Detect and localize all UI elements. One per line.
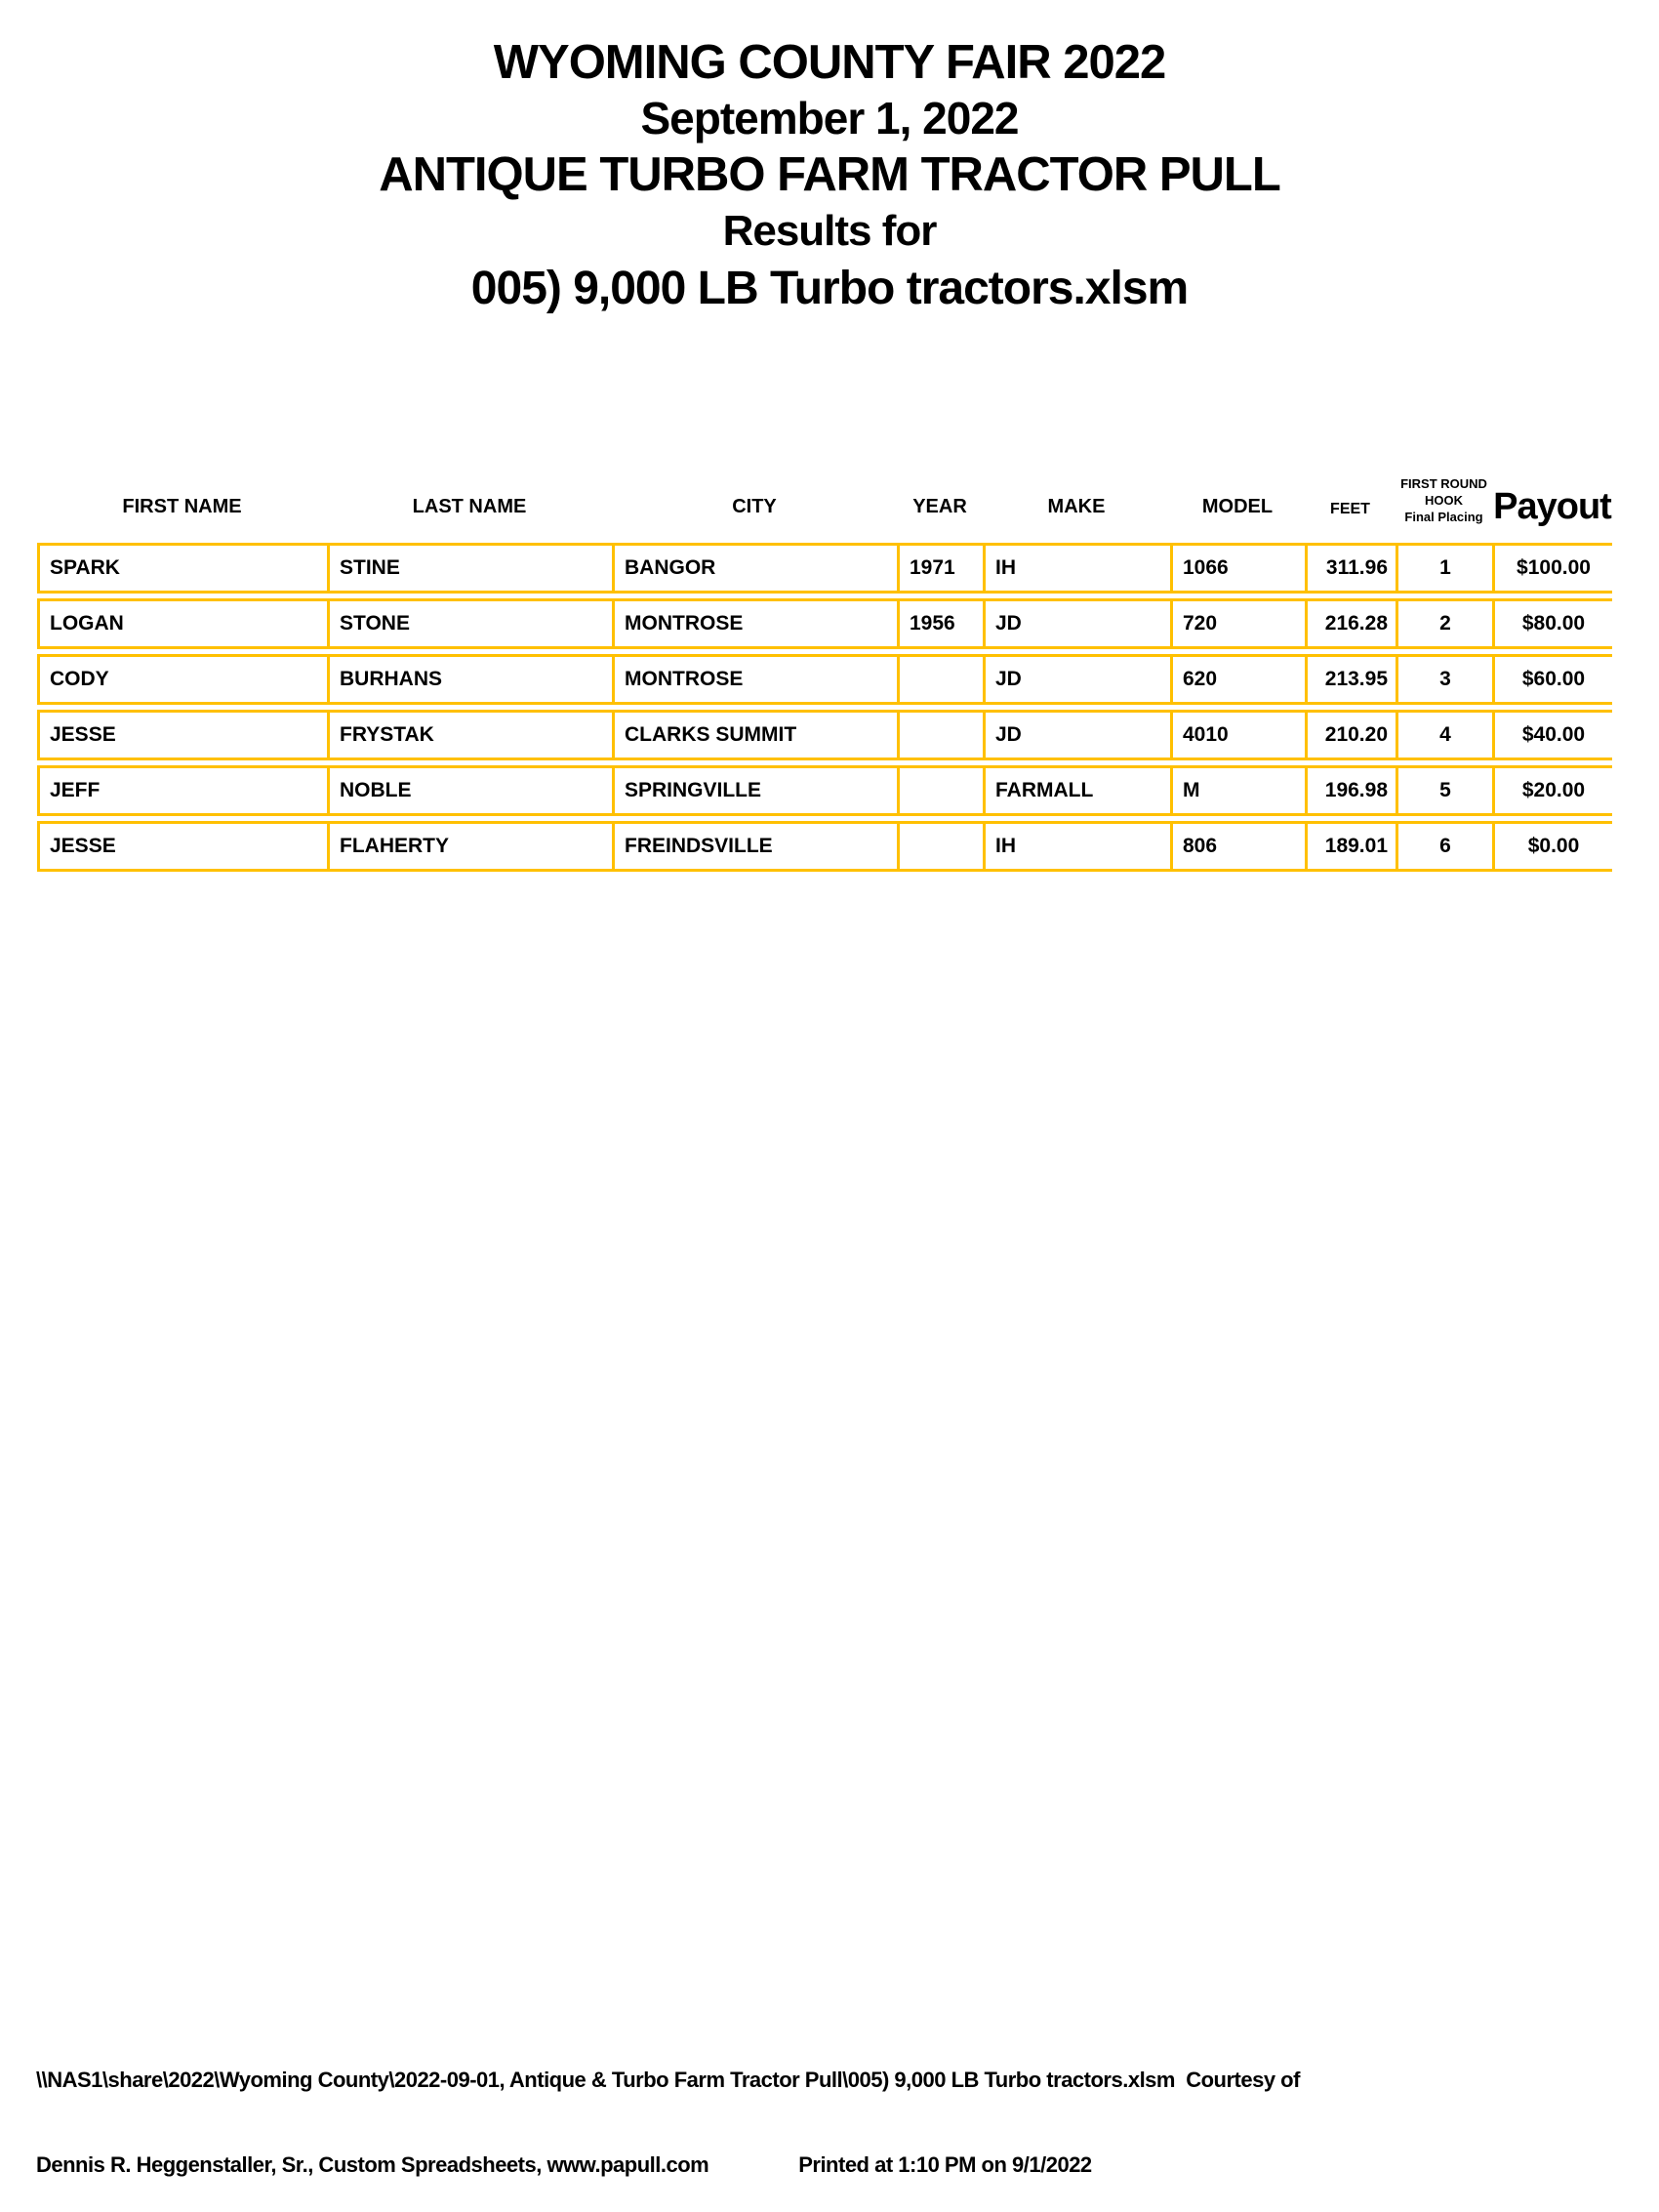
footer-credit-line xyxy=(36,2152,1300,2178)
cell-feet: 213.95 xyxy=(1305,654,1396,705)
cell-last-name: NOBLE xyxy=(327,765,612,816)
cell-model: 806 xyxy=(1170,821,1305,872)
cell-city: SPRINGVILLE xyxy=(612,765,897,816)
cell-year xyxy=(897,765,983,816)
cell-last-name: STINE xyxy=(327,543,612,594)
cell-place: 2 xyxy=(1396,598,1492,649)
cell-last-name: FRYSTAK xyxy=(327,710,612,760)
header-payout: Payout xyxy=(1493,486,1611,527)
cell-year xyxy=(897,821,983,872)
event-name: ANTIQUE TURBO FARM TRACTOR PULL xyxy=(379,148,1280,201)
cell-payout: $0.00 xyxy=(1492,821,1612,872)
cell-first-name: JEFF xyxy=(37,765,327,816)
cell-feet: 311.96 xyxy=(1305,543,1396,594)
cell-feet: 216.28 xyxy=(1305,598,1396,649)
cell-city: CLARKS SUMMIT xyxy=(612,710,897,760)
cell-model: 4010 xyxy=(1170,710,1305,760)
footer-file-path: \\NAS1\share\2022\Wyoming County\2022-09-01, Antique & Turbo Farm Tractor Pull\005) 9,000 LB Turbo tractors.xlsm Courtesy of xyxy=(36,2068,1300,2092)
table-row xyxy=(37,821,1612,872)
header-first-name: FIRST NAME xyxy=(122,496,242,517)
cell-first-name: CODY xyxy=(37,654,327,705)
cell-model: M xyxy=(1170,765,1305,816)
cell-city: FREINDSVILLE xyxy=(612,821,897,872)
cell-year: 1956 xyxy=(897,598,983,649)
header-model: MODEL xyxy=(1201,496,1274,517)
cell-payout: $40.00 xyxy=(1492,710,1612,760)
cell-place: 5 xyxy=(1396,765,1492,816)
header-last-name: LAST NAME xyxy=(412,496,527,517)
header-hook-line-3: Final Placing xyxy=(1404,510,1483,525)
cell-city: BANGOR xyxy=(612,543,897,594)
results-table-body xyxy=(37,543,1612,872)
table-row xyxy=(37,654,1612,705)
header-hook-line-1: FIRST ROUND xyxy=(1400,476,1487,492)
cell-model: 720 xyxy=(1170,598,1305,649)
cell-make: JD xyxy=(983,598,1170,649)
cell-first-name: LOGAN xyxy=(37,598,327,649)
cell-feet: 189.01 xyxy=(1305,821,1396,872)
cell-place: 6 xyxy=(1396,821,1492,872)
cell-first-name: SPARK xyxy=(37,543,327,594)
header-year: YEAR xyxy=(912,496,967,517)
cell-make: JD xyxy=(983,710,1170,760)
event-date: September 1, 2022 xyxy=(640,93,1019,143)
cell-year: 1971 xyxy=(897,543,983,594)
cell-model: 620 xyxy=(1170,654,1305,705)
cell-feet: 196.98 xyxy=(1305,765,1396,816)
cell-place: 1 xyxy=(1396,543,1492,594)
table-row xyxy=(37,543,1612,594)
results-for-label: Results for xyxy=(722,207,937,255)
cell-make: IH xyxy=(983,543,1170,594)
cell-place: 3 xyxy=(1396,654,1492,705)
cell-payout: $60.00 xyxy=(1492,654,1612,705)
header-city: CITY xyxy=(732,496,777,517)
cell-model: 1066 xyxy=(1170,543,1305,594)
cell-payout: $80.00 xyxy=(1492,598,1612,649)
table-row xyxy=(37,598,1612,649)
cell-first-name: JESSE xyxy=(37,821,327,872)
cell-make: IH xyxy=(983,821,1170,872)
header-make: MAKE xyxy=(1047,496,1106,517)
table-row xyxy=(37,765,1612,816)
header-first-round-hook xyxy=(1396,442,1492,538)
table-header-row xyxy=(37,442,1612,538)
cell-place: 4 xyxy=(1396,710,1492,760)
cell-city: MONTROSE xyxy=(612,654,897,705)
header-feet: FEET xyxy=(1330,501,1370,517)
results-table xyxy=(37,437,1612,877)
cell-last-name: BURHANS xyxy=(327,654,612,705)
cell-last-name: STONE xyxy=(327,598,612,649)
title-block xyxy=(0,0,1659,312)
class-filename: 005) 9,000 LB Turbo tractors.xlsm xyxy=(470,263,1189,314)
footer-printed-at: Printed at 1:10 PM on 9/1/2022 xyxy=(798,2152,1092,2177)
cell-city: MONTROSE xyxy=(612,598,897,649)
cell-feet: 210.20 xyxy=(1305,710,1396,760)
cell-last-name: FLAHERTY xyxy=(327,821,612,872)
cell-make: FARMALL xyxy=(983,765,1170,816)
footer-credit-text: Dennis R. Heggenstaller, Sr., Custom Spreadsheets, www.papull.com xyxy=(36,2152,709,2177)
cell-make: JD xyxy=(983,654,1170,705)
page-title: WYOMING COUNTY FAIR 2022 xyxy=(493,36,1166,89)
cell-year xyxy=(897,654,983,705)
page-footer xyxy=(36,2017,1300,2212)
cell-first-name: JESSE xyxy=(37,710,327,760)
cell-year xyxy=(897,710,983,760)
header-hook-line-2: HOOK xyxy=(1425,493,1463,509)
cell-payout: $100.00 xyxy=(1492,543,1612,594)
cell-payout: $20.00 xyxy=(1492,765,1612,816)
table-row xyxy=(37,710,1612,760)
